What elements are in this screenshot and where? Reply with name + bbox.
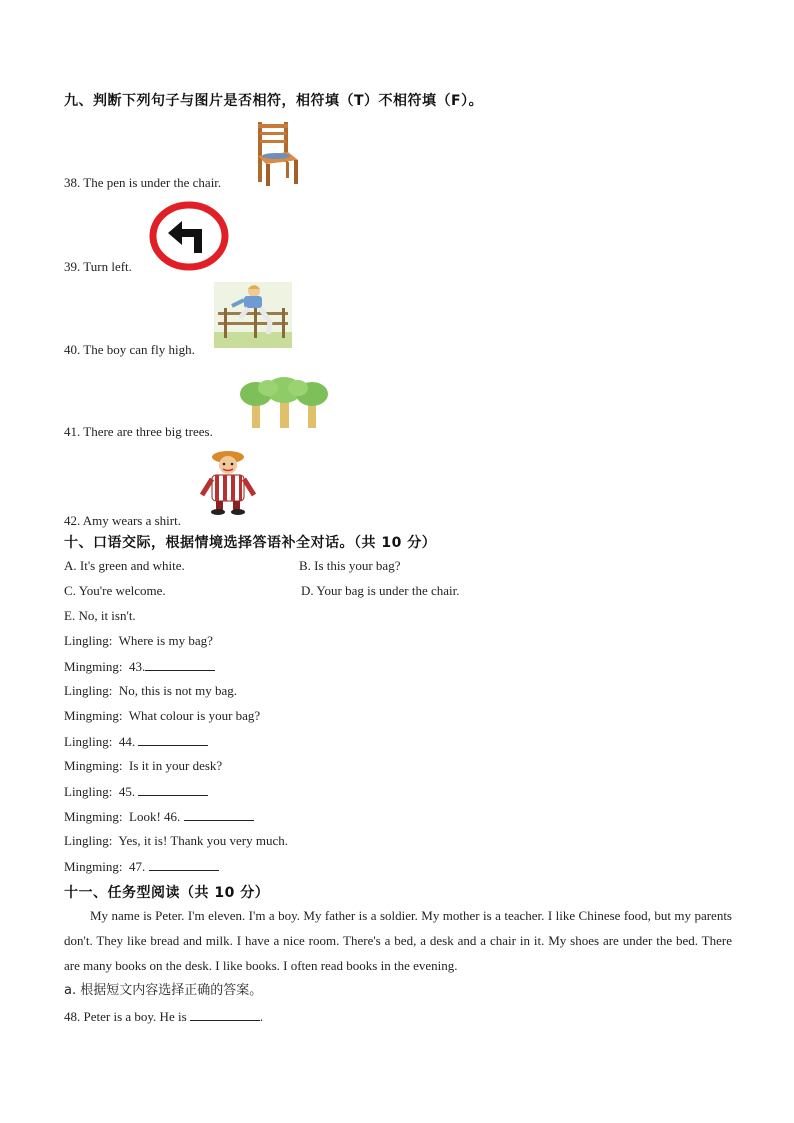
dialogue-line xyxy=(64,834,288,847)
dialogue-line xyxy=(64,709,260,722)
speaker: Lingling: xyxy=(64,633,113,648)
utterance: No, this is not my bag. xyxy=(118,683,237,698)
answer-blank-44[interactable] xyxy=(138,734,208,746)
utterance: Yes, it is! Thank you very much. xyxy=(118,833,289,848)
speaker: Lingling: xyxy=(64,683,113,698)
part-a-instruction: a. 根据短文内容选择正确的答案。 xyxy=(64,983,263,998)
answer-blank-47[interactable] xyxy=(149,859,219,871)
option-d: D. Your bag is under the chair. xyxy=(301,583,460,598)
boy-jumping-fence-icon xyxy=(214,282,292,348)
utterance: 45. xyxy=(118,784,136,799)
option-a: A. It's green and white. xyxy=(64,558,185,573)
question-48-period: . xyxy=(259,1009,264,1024)
speaker: Mingming: xyxy=(64,859,123,874)
option-c: C. You're welcome. xyxy=(64,583,166,598)
item-39: 39. Turn left. xyxy=(64,259,132,274)
item-40: 40. The boy can fly high. xyxy=(64,342,195,357)
dialogue-line xyxy=(64,659,215,673)
speaker: Mingming: xyxy=(64,809,123,824)
question-48-text: 48. Peter is a boy. He is xyxy=(64,1009,187,1024)
utterance: Where is my bag? xyxy=(118,633,213,648)
section-10-title: 十、口语交际，根据情境选择答语补全对话。（共 10 分） xyxy=(64,535,437,551)
utterance: Is it in your desk? xyxy=(129,758,223,773)
dialogue-line xyxy=(64,859,219,873)
dialogue-line xyxy=(64,684,237,697)
section-11-title: 十一、任务型阅读（共 10 分） xyxy=(64,885,270,901)
dialogue-line xyxy=(64,759,222,772)
speaker: Lingling: xyxy=(64,734,113,749)
speaker: Lingling: xyxy=(64,784,113,799)
answer-blank-48[interactable] xyxy=(190,1009,260,1021)
speaker: Lingling: xyxy=(64,833,113,848)
dialogue-line xyxy=(64,784,208,798)
section-9-title: 九、判断下列句子与图片是否相符，相符填（T）不相符填（F）。 xyxy=(64,93,484,109)
option-e: E. No, it isn't. xyxy=(64,608,136,623)
question-48 xyxy=(64,1009,263,1023)
utterance: 43. xyxy=(129,659,146,674)
utterance: What colour is your bag? xyxy=(128,708,261,723)
reading-passage: My name is Peter. I'm eleven. I'm a boy. My father is a soldier. My mother is a teacher. I like Chinese food, but my parents don't. They like bread and milk. I have a nice room. There's a bed, a desk and a chair in it. My shoes are under the bed. There are many books on the desk. I like books. I often read books in the evening. xyxy=(64,908,732,973)
chair-icon xyxy=(250,120,302,186)
answer-blank-43[interactable] xyxy=(145,659,215,671)
dialogue-line xyxy=(64,734,208,748)
item-41: 41. There are three big trees. xyxy=(64,424,213,439)
option-b: B. Is this your bag? xyxy=(299,558,401,573)
clown-striped-shirt-icon xyxy=(198,449,258,515)
item-38: 38. The pen is under the chair. xyxy=(64,175,222,190)
utterance: Look! 46. xyxy=(129,809,181,824)
speaker: Mingming: xyxy=(64,708,123,723)
turn-left-sign-icon xyxy=(150,203,228,269)
trees-icon xyxy=(238,374,330,432)
item-42: 42. Amy wears a shirt. xyxy=(64,513,181,528)
speaker: Mingming: xyxy=(64,659,123,674)
dialogue-line xyxy=(64,809,254,823)
utterance: 47. xyxy=(129,859,146,874)
answer-blank-46[interactable] xyxy=(184,809,254,821)
speaker: Mingming: xyxy=(64,758,123,773)
utterance: 44. xyxy=(118,734,136,749)
dialogue-line xyxy=(64,634,213,647)
answer-blank-45[interactable] xyxy=(138,784,208,796)
